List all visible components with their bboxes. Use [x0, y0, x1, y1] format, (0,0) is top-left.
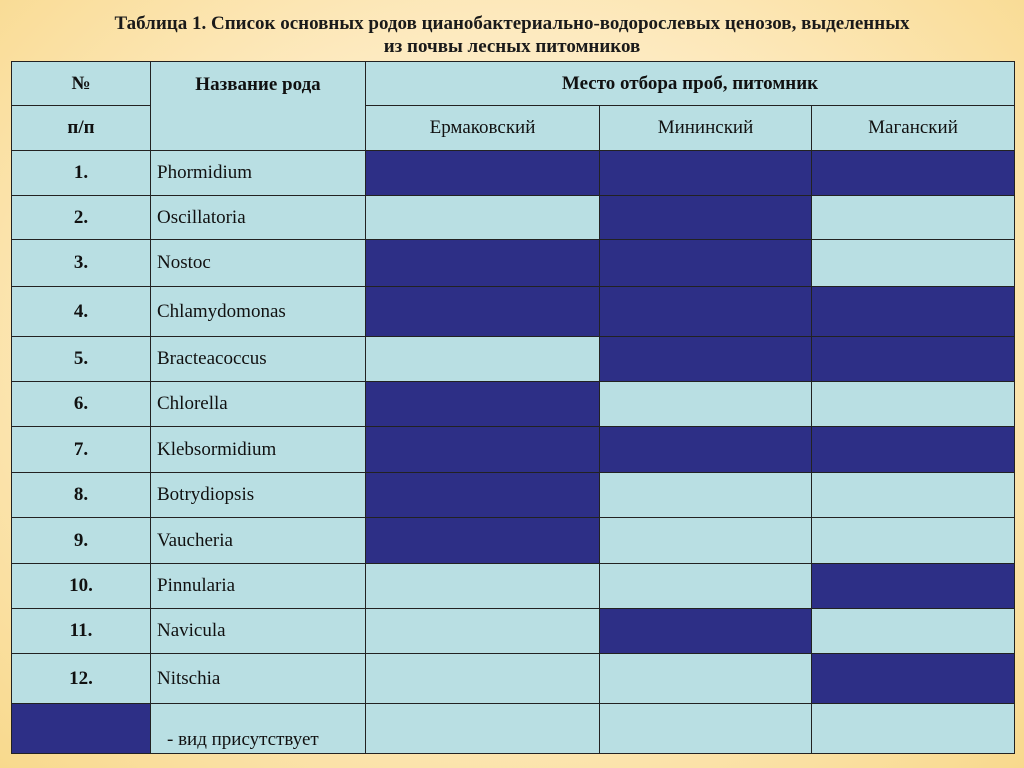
- row-number: 9.: [12, 518, 151, 564]
- genus-name: Pinnularia: [151, 564, 366, 609]
- presence-cell-present: [366, 240, 600, 287]
- presence-cell-present: [812, 427, 1015, 473]
- table-row: [12, 382, 1015, 427]
- row-number: 10.: [12, 564, 151, 609]
- presence-cell-present: [366, 287, 600, 337]
- presence-cell-absent: [600, 518, 812, 564]
- presence-cell-present: [366, 382, 600, 427]
- presence-cell-present: [600, 609, 812, 654]
- genera-table: [11, 61, 1015, 754]
- row-number: 4.: [12, 287, 151, 337]
- legend-label: - вид присутствует: [151, 704, 366, 754]
- row-number: 6.: [12, 382, 151, 427]
- genus-name: Klebsormidium: [151, 427, 366, 473]
- row-number: 5.: [12, 337, 151, 382]
- table-row: [12, 654, 1015, 704]
- title-line-2: из почвы лесных питомников: [383, 36, 641, 57]
- row-number: 7.: [12, 427, 151, 473]
- row-number: 1.: [12, 151, 151, 196]
- table-row: [12, 196, 1015, 240]
- genus-name: Navicula: [151, 609, 366, 654]
- row-number: 3.: [12, 240, 151, 287]
- presence-cell-absent: [600, 473, 812, 518]
- row-number: 2.: [12, 196, 151, 240]
- genus-name: Phormidium: [151, 151, 366, 196]
- presence-cell-absent: [366, 564, 600, 609]
- genus-name: Nitschia: [151, 654, 366, 704]
- table-row: [12, 518, 1015, 564]
- presence-cell-absent: [812, 609, 1015, 654]
- legend-empty-cell: [366, 704, 600, 754]
- genus-name: Vaucheria: [151, 518, 366, 564]
- legend-row: [12, 704, 1015, 754]
- presence-cell-absent: [366, 337, 600, 382]
- presence-cell-present: [812, 151, 1015, 196]
- table-body: [12, 62, 1015, 754]
- title-line-1: Таблица 1. Список основных родов цианобактериально-водорослевых ценозов, выделенных: [114, 13, 910, 34]
- header-site-ermakovsky: Ермаковский: [366, 106, 600, 151]
- genus-name: Chlamydomonas: [151, 287, 366, 337]
- header-location: Место отбора проб, питомник: [366, 62, 1015, 106]
- presence-cell-absent: [812, 382, 1015, 427]
- presence-cell-present: [812, 337, 1015, 382]
- presence-cell-present: [812, 654, 1015, 704]
- header-genus: Название рода: [151, 62, 366, 151]
- row-number: 8.: [12, 473, 151, 518]
- table-row: [12, 151, 1015, 196]
- table-row: [12, 337, 1015, 382]
- table-row: [12, 473, 1015, 518]
- table-row: [12, 287, 1015, 337]
- presence-cell-absent: [600, 564, 812, 609]
- presence-cell-absent: [600, 382, 812, 427]
- legend-empty-cell: [812, 704, 1015, 754]
- genus-name: Nostoc: [151, 240, 366, 287]
- table-row: [12, 609, 1015, 654]
- table-row: [12, 240, 1015, 287]
- legend-swatch: [12, 704, 151, 754]
- legend-empty-cell: [600, 704, 812, 754]
- header-num-bottom: п/п: [12, 106, 151, 151]
- genus-name: Chlorella: [151, 382, 366, 427]
- header-row-1: [12, 62, 1015, 106]
- presence-cell-absent: [600, 654, 812, 704]
- presence-cell-present: [600, 337, 812, 382]
- presence-cell-present: [600, 151, 812, 196]
- table-row: [12, 427, 1015, 473]
- presence-cell-present: [366, 151, 600, 196]
- row-number: 11.: [12, 609, 151, 654]
- presence-cell-absent: [366, 196, 600, 240]
- genus-name: Bracteacoccus: [151, 337, 366, 382]
- presence-cell-present: [366, 427, 600, 473]
- presence-cell-absent: [812, 473, 1015, 518]
- presence-cell-present: [366, 518, 600, 564]
- presence-cell-absent: [366, 609, 600, 654]
- genus-name: Botrydiopsis: [151, 473, 366, 518]
- header-site-mininsky: Мининский: [600, 106, 812, 151]
- presence-cell-present: [600, 287, 812, 337]
- row-number: 12.: [12, 654, 151, 704]
- table-row: [12, 564, 1015, 609]
- presence-cell-present: [812, 287, 1015, 337]
- presence-cell-present: [600, 427, 812, 473]
- presence-cell-absent: [812, 240, 1015, 287]
- presence-cell-absent: [366, 654, 600, 704]
- presence-cell-present: [366, 473, 600, 518]
- genus-name: Oscillatoria: [151, 196, 366, 240]
- header-site-magansky: Маганский: [812, 106, 1015, 151]
- presence-cell-absent: [812, 518, 1015, 564]
- presence-cell-present: [812, 564, 1015, 609]
- header-num-top: №: [12, 62, 151, 106]
- table-title: [0, 12, 1024, 58]
- presence-cell-present: [600, 196, 812, 240]
- presence-cell-present: [600, 240, 812, 287]
- presence-cell-absent: [812, 196, 1015, 240]
